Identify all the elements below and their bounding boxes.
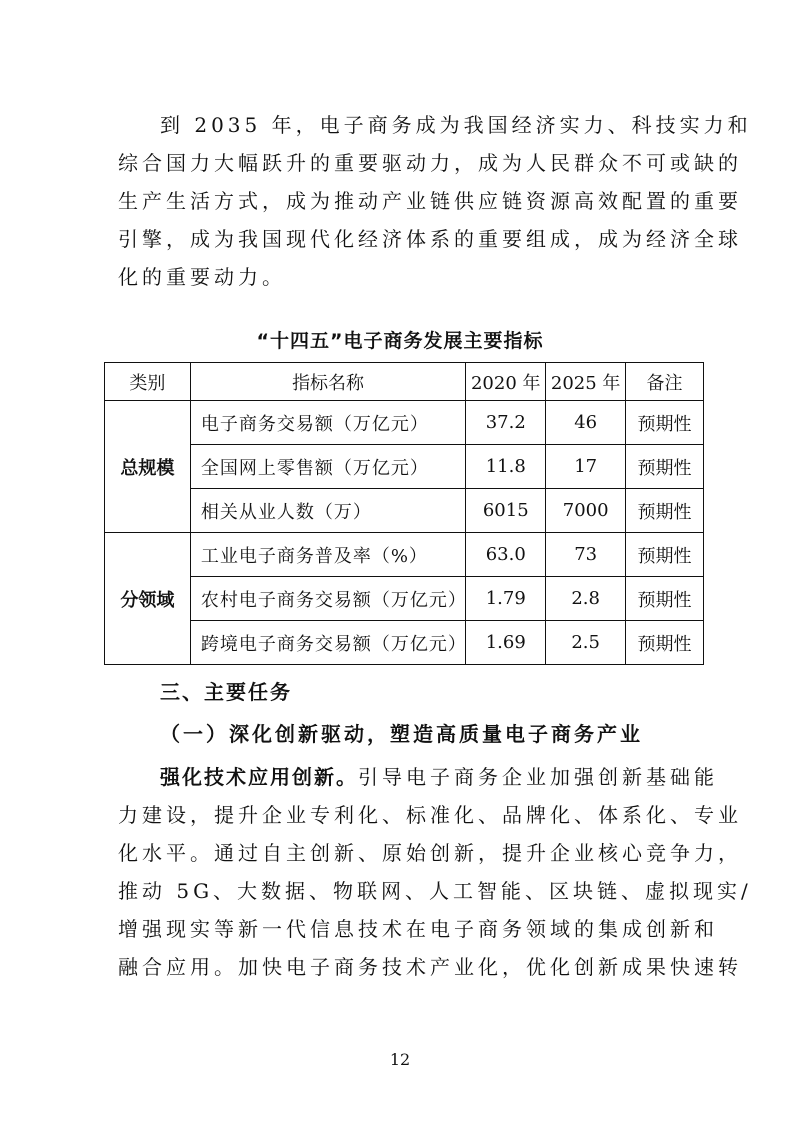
text-line: 到 2035 年，电子商务成为我国经济实力、科技实力和 xyxy=(160,113,752,137)
value-2025-cell: 2.5 xyxy=(546,621,626,665)
note-cell: 预期性 xyxy=(626,401,704,445)
header-2020: 2020 年 xyxy=(466,363,546,401)
indicator-name-cell: 工业电子商务普及率（%） xyxy=(190,533,465,577)
section-heading: 三、主要任务 xyxy=(160,680,292,704)
table-row xyxy=(105,621,704,665)
indicator-name-cell: 相关从业人数（万） xyxy=(190,489,465,533)
text-line: 融合应用。加快电子商务技术产业化，优化创新成果快速转 xyxy=(118,955,742,979)
note-cell: 预期性 xyxy=(626,445,704,489)
note-cell: 预期性 xyxy=(626,533,704,577)
indicator-name-cell: 全国网上零售额（万亿元） xyxy=(190,445,465,489)
value-2020-cell: 1.79 xyxy=(466,577,546,621)
table-row xyxy=(105,577,704,621)
lead-line-rest: 引导电子商务企业加强创新基础能 xyxy=(358,765,718,789)
value-2020-cell: 6015 xyxy=(466,489,546,533)
page-number: 12 xyxy=(389,1050,411,1069)
text-line: 综合国力大幅跃升的重要驱动力，成为人民群众不可或缺的 xyxy=(118,151,742,175)
table-row xyxy=(105,445,704,489)
category-cell: 分领域 xyxy=(105,533,191,665)
value-2020-cell: 11.8 xyxy=(466,445,546,489)
note-cell: 预期性 xyxy=(626,577,704,621)
text-line: 推动 5G、大数据、物联网、人工智能、区块链、虚拟现实/ xyxy=(118,879,752,903)
indicator-name-cell: 农村电子商务交易额（万亿元） xyxy=(190,577,465,621)
value-2025-cell: 7000 xyxy=(546,489,626,533)
value-2025-cell: 73 xyxy=(546,533,626,577)
table-row xyxy=(105,533,704,577)
text-line: 力建设，提升企业专利化、标准化、品牌化、体系化、专业 xyxy=(118,803,742,827)
header-indicator-name: 指标名称 xyxy=(190,363,465,401)
text-line: 引擎，成为我国现代化经济体系的重要组成，成为经济全球 xyxy=(118,227,742,251)
indicator-name-cell: 跨境电子商务交易额（万亿元） xyxy=(190,621,465,665)
indicator-name-cell: 电子商务交易额（万亿元） xyxy=(190,401,465,445)
value-2020-cell: 1.69 xyxy=(466,621,546,665)
value-2025-cell: 17 xyxy=(546,445,626,489)
text-line: 生产生活方式，成为推动产业链供应链资源高效配置的重要 xyxy=(118,189,742,213)
value-2020-cell: 37.2 xyxy=(466,401,546,445)
table-header-row xyxy=(105,363,704,401)
header-2025: 2025 年 xyxy=(546,363,626,401)
value-2025-cell: 46 xyxy=(546,401,626,445)
table-row xyxy=(105,489,704,533)
intro-paragraph xyxy=(118,106,752,296)
lead-phrase: 强化技术应用创新。 xyxy=(160,765,358,789)
note-cell: 预期性 xyxy=(626,489,704,533)
value-2020-cell: 63.0 xyxy=(466,533,546,577)
text-line: 化水平。通过自主创新、原始创新，提升企业核心竞争力， xyxy=(118,841,742,865)
table-row xyxy=(105,401,704,445)
indicator-table xyxy=(104,362,704,665)
text-line: 化的重要动力。 xyxy=(118,265,286,289)
note-cell: 预期性 xyxy=(626,621,704,665)
text-line xyxy=(118,758,718,796)
category-cell: 总规模 xyxy=(105,401,191,533)
text-line: 增强现实等新一代信息技术在电子商务领域的集成创新和 xyxy=(118,917,718,941)
subsection-heading: （一）深化创新驱动，塑造高质量电子商务产业 xyxy=(160,722,643,746)
header-note: 备注 xyxy=(626,363,704,401)
table-title: “十四五”电子商务发展主要指标 xyxy=(256,330,544,352)
value-2025-cell: 2.8 xyxy=(546,577,626,621)
header-category: 类别 xyxy=(105,363,191,401)
body-paragraph xyxy=(118,758,752,986)
